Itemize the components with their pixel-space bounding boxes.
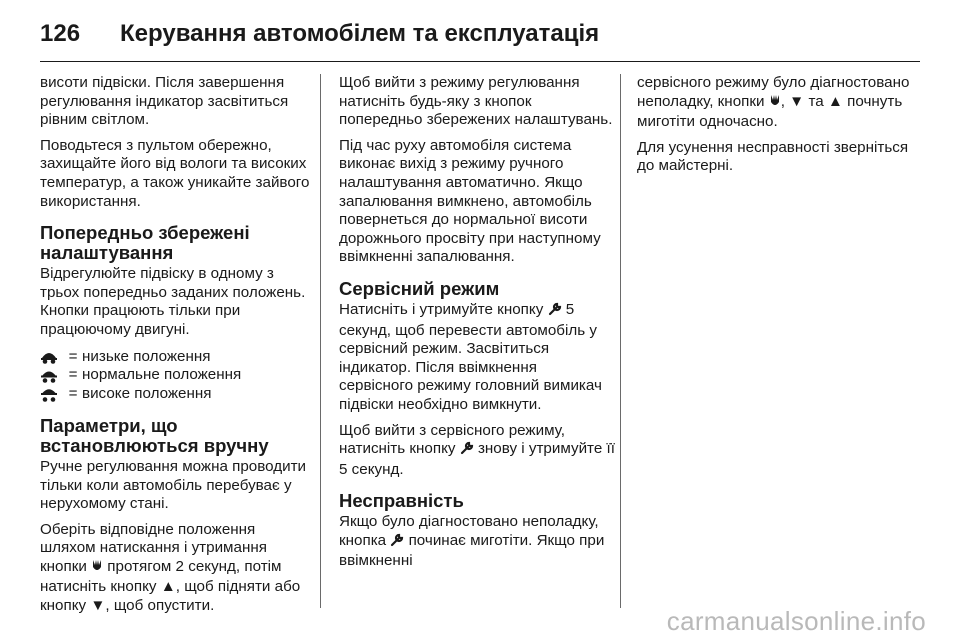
legend-row: [40, 348, 312, 367]
legend-label: нормальне положення: [82, 366, 242, 384]
paragraph: Відрегулюйте підвіску в одному з трьох попередньо заданих положень. Кнопки працюють тільки при працюючому двигуні.: [40, 265, 306, 338]
wrench-icon: [548, 302, 562, 322]
paragraph: Ручне регулювання можна проводити тільки коли автомобіль перебуває у нерухомому стані.: [40, 457, 307, 513]
text-run: Щоб вийти з сервісного режиму, натисніть кнопку: [339, 421, 565, 458]
column-3: [637, 74, 917, 183]
up-arrow-icon: ▲: [160, 578, 176, 596]
watermark: carmanualsonline.info: [666, 606, 926, 636]
suspension-manual-icon: [769, 94, 781, 114]
paragraph: [339, 513, 615, 571]
text-run: Натисніть і утримуйте кнопку: [339, 300, 548, 318]
section-heading-fault: Несправність: [339, 490, 464, 512]
paragraph: [339, 422, 615, 480]
text-run: знову і утримуйте її 5 секунд.: [339, 440, 615, 478]
text-run: сервісного режиму було діагностовано неполадку, кнопки: [637, 74, 910, 110]
column-2: [339, 74, 615, 578]
column-divider: [620, 74, 621, 608]
paragraph: [339, 301, 615, 415]
down-arrow-icon: ▼: [90, 597, 106, 615]
text-run: 5 секунд, щоб перевести автомобіль у сервісний режим. Засвітиться індикатор. Після ввімкнення сервісного режиму головний вимикач підвіски необхідно вимкнути.: [339, 300, 602, 413]
text-run: , щоб опустити.: [105, 597, 215, 615]
normal-position-icon: [40, 369, 64, 383]
down-arrow-icon: ▼: [789, 92, 805, 110]
column-1: [40, 74, 312, 623]
position-legend: [40, 348, 312, 404]
section-heading-manual: Параметри, що встановлюються вручну: [40, 414, 269, 456]
paragraph: висоти підвіски. Після завершення регулювання індикатор засвітиться рівним світлом.: [40, 74, 289, 129]
text-run: ,: [780, 92, 790, 110]
legend-equals: =: [68, 385, 78, 403]
legend-equals: =: [68, 366, 78, 384]
text-run: почнуть миготіти одночасно.: [637, 92, 903, 131]
legend-equals: =: [68, 347, 78, 365]
legend-row: [40, 385, 312, 404]
text-run: починає миготіти. Якщо при ввімкненні: [339, 531, 605, 570]
page-header: [40, 14, 599, 54]
wrench-icon: [460, 441, 474, 461]
section-heading-service: Сервісний режим: [339, 277, 500, 299]
text-run: протягом 2 секунд, потім натисніть кнопку: [40, 557, 282, 596]
text-run: Оберіть відповідне положення шляхом натискання і утримання кнопки: [40, 520, 267, 575]
page-number: 126: [40, 20, 81, 47]
legend-label: високе положення: [82, 385, 212, 403]
text-run: та: [804, 92, 828, 110]
section-heading-presets: Попередньо збережені налаштування: [40, 222, 250, 264]
paragraph: Щоб вийти з режиму регулювання натисніть будь-яку з кнопок попередньо збережених налаштувань.: [339, 74, 613, 129]
paragraph: Для усунення несправності зверніться до майстерні.: [637, 138, 909, 175]
paragraph: [40, 521, 312, 616]
high-position-icon: [40, 388, 64, 402]
legend-label: низьке положення: [82, 347, 211, 365]
up-arrow-icon: ▲: [827, 92, 843, 110]
paragraph: Поводьтеся з пультом обережно, захищайте його від вологи та високих температур, а також уникайте зайвого використання.: [40, 136, 310, 210]
legend-row: [40, 366, 312, 385]
paragraph: [637, 74, 917, 132]
text-run: Якщо було діагностовано неполадку, кнопка: [339, 513, 599, 549]
column-divider: [320, 74, 321, 608]
wrench-icon: [390, 533, 404, 553]
suspension-manual-icon: [91, 559, 103, 579]
chapter-title: Керування автомобілем та експлуатація: [120, 20, 600, 47]
low-position-icon: [40, 350, 64, 364]
text-run: , щоб підняти або кнопку: [40, 578, 301, 615]
header-rule: [40, 61, 920, 62]
paragraph: Під час руху автомобіля система виконає вихід з режиму ручного налаштування автоматично. Якщо запалювання вимкнено, автомобіль повернеться до нормальної висоти дорожнього просвіту при наступному ввімкненні запалювання.: [339, 136, 601, 266]
